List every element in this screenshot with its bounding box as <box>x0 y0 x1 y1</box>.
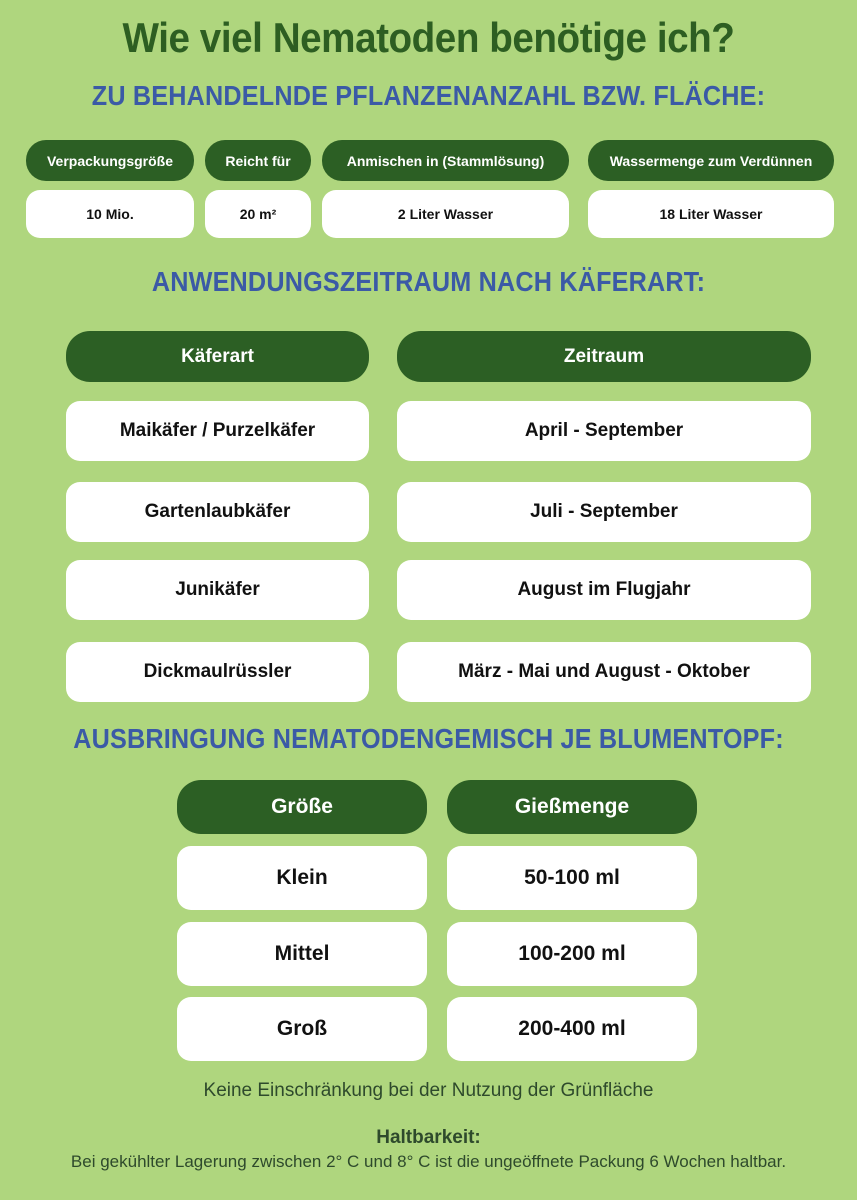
section-heading-flowerpot: AUSBRINGUNG NEMATODENGEMISCH JE BLUMENTOPF: <box>73 723 784 754</box>
header-packaging-size: Verpackungsgröße <box>26 140 194 181</box>
page-title: Wie viel Nematoden benötige ich? <box>122 14 735 61</box>
header-beetle-type: Käferart <box>66 331 369 382</box>
shelf-life-title: Haltbarkeit: <box>376 1127 481 1148</box>
beetle-cell: Maikäfer / Purzelkäfer <box>66 401 369 461</box>
value-sufficient-for: 20 m² <box>205 190 311 238</box>
period-cell: Juli - September <box>397 482 811 542</box>
beetle-cell: Dickmaulrüssler <box>66 642 369 702</box>
header-mix-in: Anmischen in (Stammlösung) <box>322 140 569 181</box>
size-cell: Groß <box>177 997 427 1061</box>
size-cell: Klein <box>177 846 427 910</box>
size-cell: Mittel <box>177 922 427 986</box>
value-mix-in: 2 Liter Wasser <box>322 190 569 238</box>
beetle-cell: Gartenlaubkäfer <box>66 482 369 542</box>
period-cell: April - September <box>397 401 811 461</box>
watering-cell: 50-100 ml <box>447 846 697 910</box>
shelf-life-text: Bei gekühlter Lagerung zwischen 2° C und 8° C ist die ungeöffnete Packung 6 Wochen haltbar. <box>70 1152 787 1171</box>
watering-cell: 100-200 ml <box>447 922 697 986</box>
section-heading-period: ANWENDUNGSZEITRAUM NACH KÄFERART: <box>151 266 706 297</box>
watering-cell: 200-400 ml <box>447 997 697 1061</box>
beetle-cell: Junikäfer <box>66 560 369 620</box>
value-packaging-size: 10 Mio. <box>26 190 194 238</box>
usage-note: Keine Einschränkung bei der Nutzung der Grünfläche <box>203 1080 654 1101</box>
period-cell: August im Flugjahr <box>397 560 811 620</box>
period-cell: März - Mai und August - Oktober <box>397 642 811 702</box>
header-sufficient-for: Reicht für <box>205 140 311 181</box>
value-water-amount: 18 Liter Wasser <box>588 190 834 238</box>
header-period: Zeitraum <box>397 331 811 382</box>
header-size: Größe <box>177 780 427 834</box>
header-water-amount: Wassermenge zum Verdünnen <box>588 140 834 181</box>
section-heading-area: ZU BEHANDELNDE PFLANZENANZAHL BZW. FLÄCHE: <box>91 80 766 111</box>
header-watering-amount: Gießmenge <box>447 780 697 834</box>
